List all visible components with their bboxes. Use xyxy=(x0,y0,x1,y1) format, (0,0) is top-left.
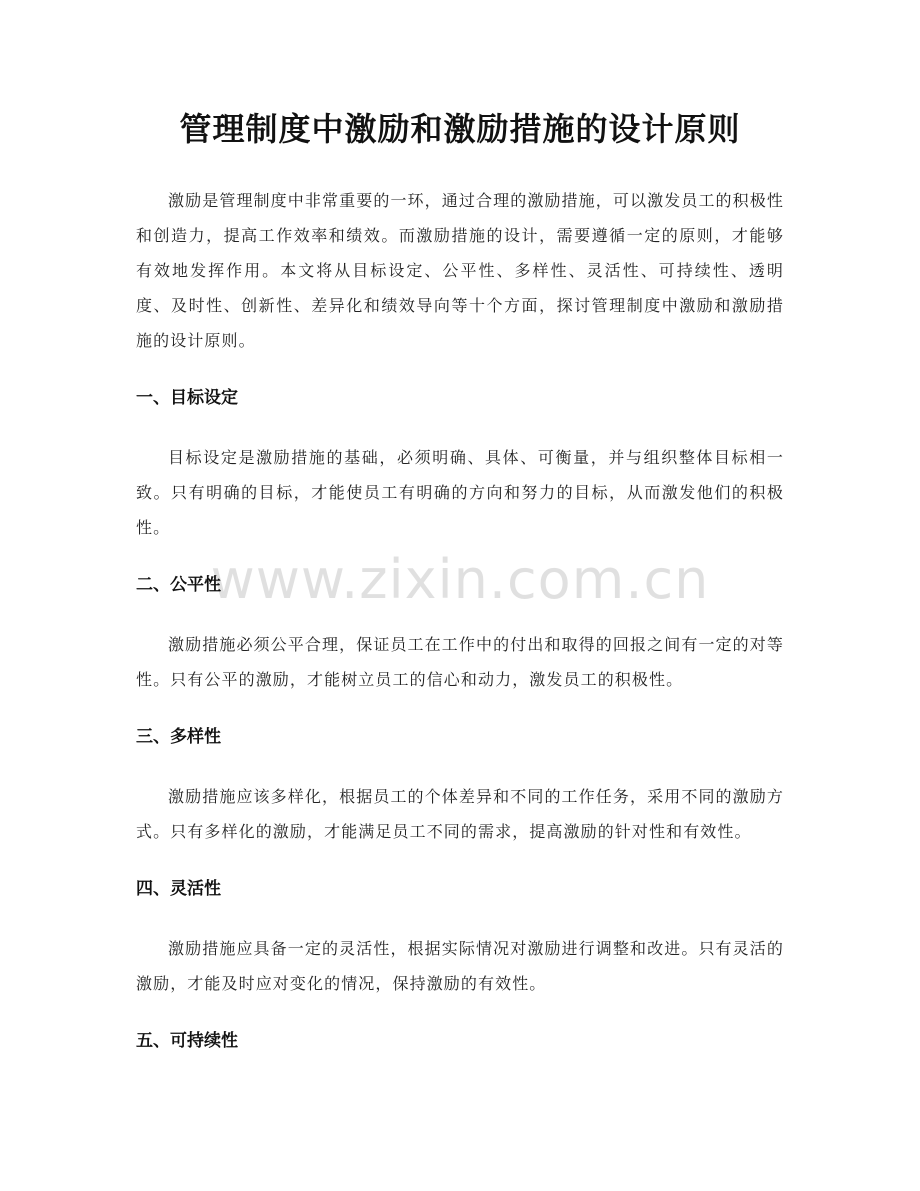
section-body-flexibility: 激励措施应具备一定的灵活性，根据实际情况对激励进行调整和改进。只有灵活的激励，才能及时应对变化的情况，保持激励的有效性。 xyxy=(136,939,784,993)
section-heading-goal-setting: 一、目标设定 xyxy=(136,388,238,408)
section-body-fairness: 激励措施必须公平合理，保证员工在工作中的付出和取得的回报之间有一定的对等性。只有公平的激励，才能树立员工的信心和动力，激发员工的积极性。 xyxy=(136,635,784,689)
section-heading-fairness: 二、公平性 xyxy=(136,575,221,595)
section-heading-sustainability: 五、可持续性 xyxy=(136,1031,238,1051)
section-heading-flexibility: 四、灵活性 xyxy=(136,879,221,899)
watermark: www.zixin.com.cn xyxy=(210,548,710,611)
intro-paragraph: 激励是管理制度中非常重要的一环，通过合理的激励措施，可以激发员工的积极性和创造力，提高工作效率和绩效。而激励措施的设计，需要遵循一定的原则，才能够有效地发挥作用。本文将从目标设定、公平性、多样性、灵活性、可持续性、透明度、及时性、创新性、差异化和绩效导向等十个方面，探讨管理制度中激励和激励措施的设计原则。 xyxy=(136,191,784,350)
section-body-diversity: 激励措施应该多样化，根据员工的个体差异和不同的工作任务，采用不同的激励方式。只有多样化的激励，才能满足员工不同的需求，提高激励的针对性和有效性。 xyxy=(136,787,784,841)
section-body-goal-setting: 目标设定是激励措施的基础，必须明确、具体、可衡量，并与组织整体目标相一致。只有明确的目标，才能使员工有明确的方向和努力的目标，从而激发他们的积极性。 xyxy=(136,448,784,537)
document-title: 管理制度中激励和激励措施的设计原则 xyxy=(179,110,741,148)
section-heading-diversity: 三、多样性 xyxy=(136,727,221,747)
document-body xyxy=(136,183,784,1053)
